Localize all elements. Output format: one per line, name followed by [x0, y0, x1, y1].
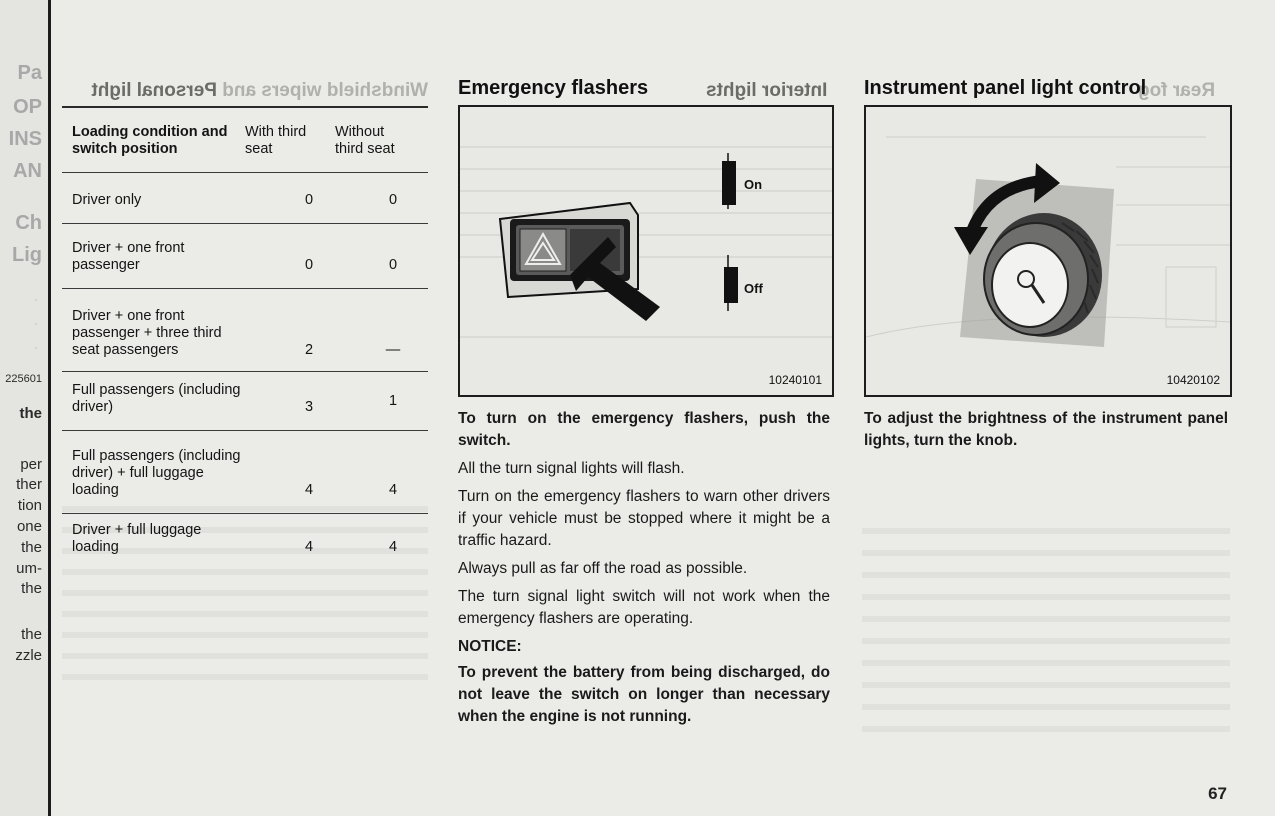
strip-word: per	[20, 456, 42, 473]
emergency-paragraph: Always pull as far off the road as possible.	[458, 560, 748, 577]
instrument-panel-body	[864, 408, 1228, 458]
emergency-flasher-figure	[458, 105, 834, 397]
emergency-flashers-title: Emergency flashers	[458, 77, 649, 99]
instrument-panel-figure	[864, 105, 1232, 397]
strip-line: Pa	[17, 62, 42, 84]
strip-line: Ch	[15, 212, 42, 234]
cell-with-third: 3	[304, 399, 314, 415]
emergency-paragraph: Turn on the emergency flashers to warn other drivers if your vehicle must be stopped where it might be a traffic hazard.	[458, 488, 830, 549]
emergency-lead: To turn on the emergency flashers, push the switch.	[458, 410, 830, 449]
previous-page-strip: Pa OP INS AN Ch Lig · · · 225601 the per ther tion one the um- the the zzle	[0, 0, 51, 816]
cell-with-third: 4	[304, 539, 314, 555]
table-header	[62, 108, 428, 173]
cell-with-third: 0	[304, 192, 314, 208]
cell-condition: Full passengers (including driver)	[72, 382, 241, 415]
figure-code: 10420102	[1166, 373, 1220, 387]
on-label: On	[744, 177, 763, 192]
table-row	[62, 431, 428, 514]
strip-code: 225601	[5, 373, 42, 385]
strip-word: ther	[16, 476, 42, 493]
table-row	[62, 289, 428, 372]
bleed-through-heading: Interior lights	[706, 80, 828, 101]
cell-without-third: 4	[388, 482, 398, 498]
emergency-flashers-body	[458, 408, 830, 734]
header-with-third-seat: With third seat	[245, 124, 307, 157]
cell-condition: Driver + full luggage loading	[72, 522, 202, 555]
figure-code: 10240101	[768, 373, 822, 387]
cell-condition: Driver only	[72, 192, 142, 208]
cell-with-third: 4	[304, 482, 314, 498]
emergency-paragraph: All the turn signal lights will flash.	[458, 460, 685, 477]
cell-without-third: 4	[388, 539, 398, 555]
cell-condition: Driver + one front passenger	[72, 240, 185, 273]
instrument-panel-title: Instrument panel light control	[864, 77, 1147, 99]
cell-without-third: —	[385, 342, 401, 358]
cell-without-third: 0	[388, 257, 398, 273]
strip-word: the	[21, 580, 42, 597]
strip-line: Lig	[12, 244, 42, 266]
bleed-through-heading: Windshield wipers and Personal light	[91, 80, 428, 101]
cell-with-third: 2	[304, 342, 314, 358]
cell-without-third: 0	[388, 192, 398, 208]
loading-table	[62, 106, 428, 566]
strip-word: the	[19, 405, 42, 422]
cell-condition: Driver + one front passenger + three third seat passengers	[72, 308, 222, 358]
strip-word: one	[16, 518, 42, 535]
strip-word: um-	[16, 560, 42, 577]
hazard-switch-illustration	[460, 107, 832, 395]
strip-word: zzle	[15, 647, 42, 664]
emergency-paragraph: The turn signal light switch will not work when the emergency flashers are operating.	[458, 588, 830, 627]
table-row	[62, 514, 428, 566]
notice-heading: NOTICE:	[458, 638, 522, 655]
cell-condition: Full passengers (including driver) + full luggage loading	[72, 448, 241, 498]
strip-line: OP	[13, 96, 42, 118]
bleed-through-text	[862, 520, 1230, 745]
strip-line: AN	[13, 160, 42, 182]
instrument-lead: To adjust the brightness of the instrument panel lights, turn the knob.	[864, 410, 1228, 449]
strip-word: the	[21, 626, 42, 643]
table-row	[62, 372, 428, 431]
off-label: Off	[744, 281, 763, 296]
dimmer-knob-illustration	[866, 107, 1230, 395]
bleed-through-heading: Rear fog	[1138, 80, 1216, 101]
table-row	[62, 173, 428, 224]
strip-word: tion	[17, 497, 42, 514]
cell-with-third: 0	[304, 257, 314, 273]
notice-body: To prevent the battery from being discharged, do not leave the switch on longer than necessary when the engine is not running.	[458, 664, 830, 725]
strip-line: INS	[8, 128, 42, 150]
cell-without-third: 1	[388, 393, 398, 409]
page-number: 67	[1208, 784, 1227, 803]
table-row	[62, 224, 428, 289]
strip-word: the	[21, 539, 42, 556]
header-without-third-seat: Without third seat	[335, 124, 395, 157]
header-loading-condition: Loading condition and switch position	[72, 124, 228, 157]
